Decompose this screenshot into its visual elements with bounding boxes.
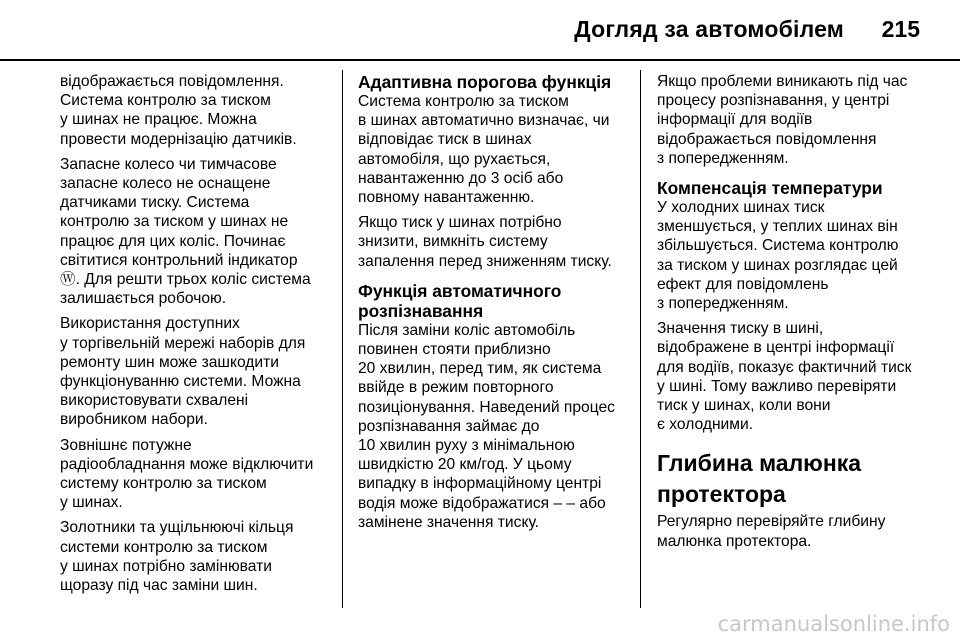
- paragraph: [657, 512, 932, 550]
- text-line: за тиском у шинах розглядає цей: [657, 256, 898, 274]
- text-line: у шинах потрібно замінювати: [60, 557, 272, 575]
- heading-line: Глибина малюнка: [657, 450, 862, 477]
- text-line: радіообладнання може відключити: [60, 455, 314, 473]
- text-line: системи контролю за тиском: [60, 538, 268, 556]
- section-body-adaptive-threshold: [358, 92, 633, 271]
- text-line: знизити, вимкніть систему: [358, 233, 548, 251]
- text-line: малюнка протектора.: [657, 532, 812, 550]
- text-line: Регулярно перевіряйте глибину: [657, 513, 886, 531]
- text-line: зменшується, у теплих шинах він: [657, 218, 898, 236]
- section-heading-auto-recognition: [358, 281, 633, 321]
- page-number: 215: [881, 16, 920, 42]
- text-line: у торгівельній мережі наборів для: [60, 334, 306, 352]
- text-line: щоразу під час заміни шин.: [60, 577, 258, 595]
- column-divider-2: [640, 70, 641, 608]
- text-line: Ⓦ. Для решти трьох коліс система: [60, 271, 311, 289]
- text-line: Система контролю за тиском: [358, 93, 569, 110]
- text-line: у шині. Тому важливо перевіряти: [657, 377, 897, 395]
- text-line: виробником набори.: [60, 411, 208, 429]
- text-line: відповідає тиск в шинах: [358, 131, 532, 149]
- text-line: в шинах автоматично визначає, чи: [358, 112, 610, 130]
- text-line: швидкістю 20 км/год. У цьому: [358, 456, 572, 474]
- section-body-tread-depth: [657, 512, 932, 550]
- text-line: ремонту шин може зашкодити: [60, 353, 279, 371]
- text-line: з попередженням.: [657, 295, 789, 313]
- text-line: датчиками тиску. Система: [60, 194, 250, 212]
- text-line: 10 хвилин руху з мінімальною: [358, 437, 575, 455]
- text-line: Золотники та ущільнюючі кільця: [60, 519, 294, 537]
- text-line: Якщо тиск у шинах потрібно: [358, 214, 562, 232]
- text-line: використовувати схвалені: [60, 392, 249, 410]
- column-divider-1: [342, 70, 343, 608]
- text-line: Використання доступних: [60, 315, 240, 333]
- paragraph: [60, 436, 330, 513]
- text-line: У холодних шинах тиск: [657, 199, 825, 217]
- section-body-temperature-compensation: [657, 198, 932, 434]
- paragraph: [657, 72, 932, 168]
- text-line: Запасне колесо чи тимчасове: [60, 155, 277, 173]
- section-heading-tread-depth: [657, 450, 932, 508]
- text-line: систему контролю за тиском: [60, 475, 267, 493]
- text-line: водія може відображатися – – або: [358, 494, 606, 512]
- column-2: [358, 72, 633, 538]
- text-line: є холодними.: [657, 416, 754, 434]
- text-line: Якщо проблеми виникають під час: [657, 73, 908, 90]
- text-line: відображається повідомлення.: [60, 73, 284, 90]
- text-line: тиск у шинах, коли вони: [657, 397, 831, 415]
- column-1: [60, 72, 330, 601]
- text-line: Після заміни коліс автомобіль: [358, 321, 576, 339]
- text-line: Система контролю за тиском: [60, 92, 271, 110]
- text-line: ввійде в режим повторного: [358, 379, 554, 397]
- paragraph: [60, 155, 330, 309]
- text-line: світитися контрольний індикатор: [60, 251, 298, 269]
- text-line: Зовнішнє потужне: [60, 436, 192, 454]
- text-line: збільшується. Система контролю: [657, 237, 899, 255]
- heading-line: протектора: [657, 481, 786, 508]
- paragraph: [657, 198, 932, 313]
- text-line: для водіїв, показує фактичний тиск: [657, 358, 912, 376]
- section-heading-temperature-compensation: Компенсація температури: [657, 178, 883, 199]
- text-line: запалення перед зниженням тиску.: [358, 252, 612, 270]
- text-line: процесу розпізнавання, у центрі: [657, 92, 890, 110]
- text-line: з попередженням.: [657, 149, 789, 167]
- text-line: запасне колесо не оснащене: [60, 175, 271, 193]
- text-line: працює для цих коліс. Починає: [60, 232, 286, 250]
- text-line: повному навантаженню.: [358, 189, 535, 207]
- text-line: позиціонування. Наведений процес: [358, 398, 615, 416]
- paragraph: [358, 213, 633, 271]
- page-header: [0, 0, 960, 60]
- heading-line: Функція автоматичного: [358, 280, 562, 301]
- text-line: у шинах.: [60, 494, 123, 512]
- text-line: інформації для водіїв: [657, 111, 813, 129]
- page-title: Догляд за автомобілем: [574, 16, 844, 42]
- text-line: ефект для повідомлень: [657, 275, 829, 293]
- section-heading-adaptive-threshold: Адаптивна порогова функція: [358, 72, 612, 92]
- text-line: відображене в центрі інформації: [657, 339, 895, 357]
- watermark: carmanualsonline.info: [717, 612, 950, 636]
- text-line: провести модернізацію датчиків.: [60, 130, 297, 148]
- text-line: відображається повідомлення: [657, 130, 877, 148]
- text-line: повинен стояти приблизно: [358, 341, 551, 359]
- text-line: автомобіля, що рухається,: [358, 150, 551, 168]
- section-body-auto-recognition: [358, 321, 633, 532]
- text-line: контролю за тиском у шинах не: [60, 213, 289, 231]
- text-line: розпізнавання займає до: [358, 417, 540, 435]
- header-rule: [0, 59, 960, 61]
- text-line: 20 хвилин, перед тим, як система: [358, 360, 602, 378]
- paragraph: [60, 72, 330, 149]
- heading-line: розпізнавання: [358, 300, 484, 321]
- column-3: [657, 72, 932, 557]
- column-3-intro: [657, 72, 932, 168]
- text-line: Значення тиску в шині,: [657, 320, 824, 338]
- paragraph: [657, 319, 932, 434]
- paragraph: [358, 92, 633, 207]
- text-line: функціонуванню системи. Можна: [60, 373, 301, 391]
- paragraph: [60, 314, 330, 429]
- text-line: залишається робочою.: [60, 290, 227, 308]
- text-line: замінене значення тиску.: [358, 513, 540, 531]
- paragraph: [60, 518, 330, 595]
- text-line: випадку в інформаційному центрі: [358, 475, 602, 493]
- paragraph: [358, 321, 633, 532]
- text-line: у шинах не працює. Можна: [60, 111, 257, 129]
- text-line: навантаженню до 3 осіб або: [358, 169, 564, 187]
